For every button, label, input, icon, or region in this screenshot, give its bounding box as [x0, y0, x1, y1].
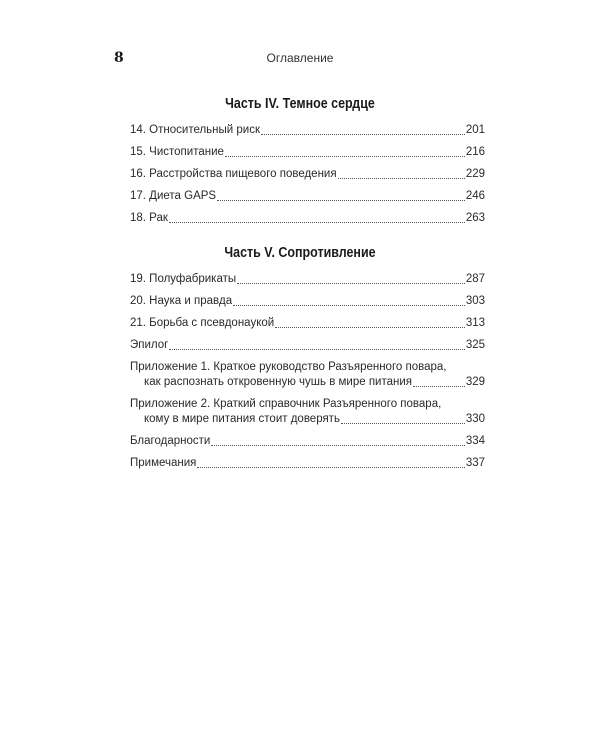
toc-entry[interactable]	[130, 338, 485, 353]
toc-entry-title: Приложение 1. Краткое руководство Разъяренного повара,	[130, 361, 447, 373]
toc-entry-title: Примечания	[130, 457, 197, 469]
dot-leader	[217, 199, 465, 201]
toc-entry-page: 216	[465, 146, 485, 158]
toc-entry-title: 20. Наука и правда	[130, 295, 233, 307]
dot-leader	[261, 133, 465, 135]
toc-entry-page: 303	[465, 295, 485, 307]
dot-leader	[341, 422, 465, 424]
toc-entry-page: 329	[465, 376, 485, 388]
toc-entry[interactable]	[130, 360, 485, 390]
page-number: 8	[114, 50, 124, 66]
toc-entry[interactable]	[130, 397, 485, 427]
toc-entry-page: 337	[465, 457, 485, 469]
toc-entry[interactable]	[130, 294, 485, 309]
toc-entry-title: Эпилог	[130, 339, 169, 351]
toc-entry-title: 14. Относительный риск	[130, 124, 261, 136]
toc-entry-title: 18. Рак	[130, 212, 168, 224]
toc-entry[interactable]	[130, 316, 485, 331]
toc-entry[interactable]	[130, 189, 485, 204]
dot-leader	[233, 304, 465, 306]
toc-section-part-4	[130, 123, 485, 226]
dot-leader	[338, 177, 465, 179]
dot-leader	[275, 326, 465, 328]
toc-entry-page: 263	[465, 212, 485, 224]
toc-entry[interactable]	[130, 272, 485, 287]
toc-entry-title: 15. Чистопитание	[130, 146, 224, 158]
dot-leader	[197, 466, 464, 468]
toc-entry[interactable]	[130, 456, 485, 471]
toc-entry-title: 19. Полуфабрикаты	[130, 273, 237, 285]
dot-leader	[413, 385, 465, 387]
toc-entry-title-continued: кому в мире питания стоит доверять	[144, 413, 340, 425]
toc-entry-page: 313	[465, 317, 485, 329]
toc-entry-title: Приложение 2. Краткий справочник Разъяренного повара,	[130, 398, 442, 410]
toc-entry-page: 334	[465, 435, 485, 447]
toc-section-part-5	[130, 272, 485, 471]
toc-entry-title: 16. Расстройства пищевого поведения	[130, 168, 337, 180]
toc-entry[interactable]	[130, 167, 485, 182]
dot-leader	[225, 155, 465, 157]
part-title: Часть V. Сопротивление	[224, 245, 376, 261]
page-header	[0, 50, 600, 70]
toc-entry-page: 287	[465, 273, 485, 285]
toc-entry-page: 330	[465, 413, 485, 425]
dot-leader	[169, 221, 465, 223]
toc-entry-page: 201	[465, 124, 485, 136]
toc-entry[interactable]	[130, 211, 485, 226]
toc-entry-title: 17. Диета GAPS	[130, 190, 217, 202]
toc-entry[interactable]	[130, 145, 485, 160]
toc-entry[interactable]	[130, 434, 485, 449]
dot-leader	[211, 444, 465, 446]
running-title: Оглавление	[266, 51, 334, 65]
toc-entry-title: Благодарности	[130, 435, 211, 447]
toc-entry-page: 229	[465, 168, 485, 180]
dot-leader	[169, 348, 464, 350]
part-title: Часть IV. Темное сердце	[225, 96, 375, 112]
toc-entry-page: 325	[465, 339, 485, 351]
toc-entry[interactable]	[130, 123, 485, 138]
toc-entry-title: 21. Борьба с псевдонаукой	[130, 317, 275, 329]
dot-leader	[237, 282, 465, 284]
toc-entry-page: 246	[465, 190, 485, 202]
toc-entry-title-continued: как распознать откровенную чушь в мире питания	[144, 376, 413, 388]
